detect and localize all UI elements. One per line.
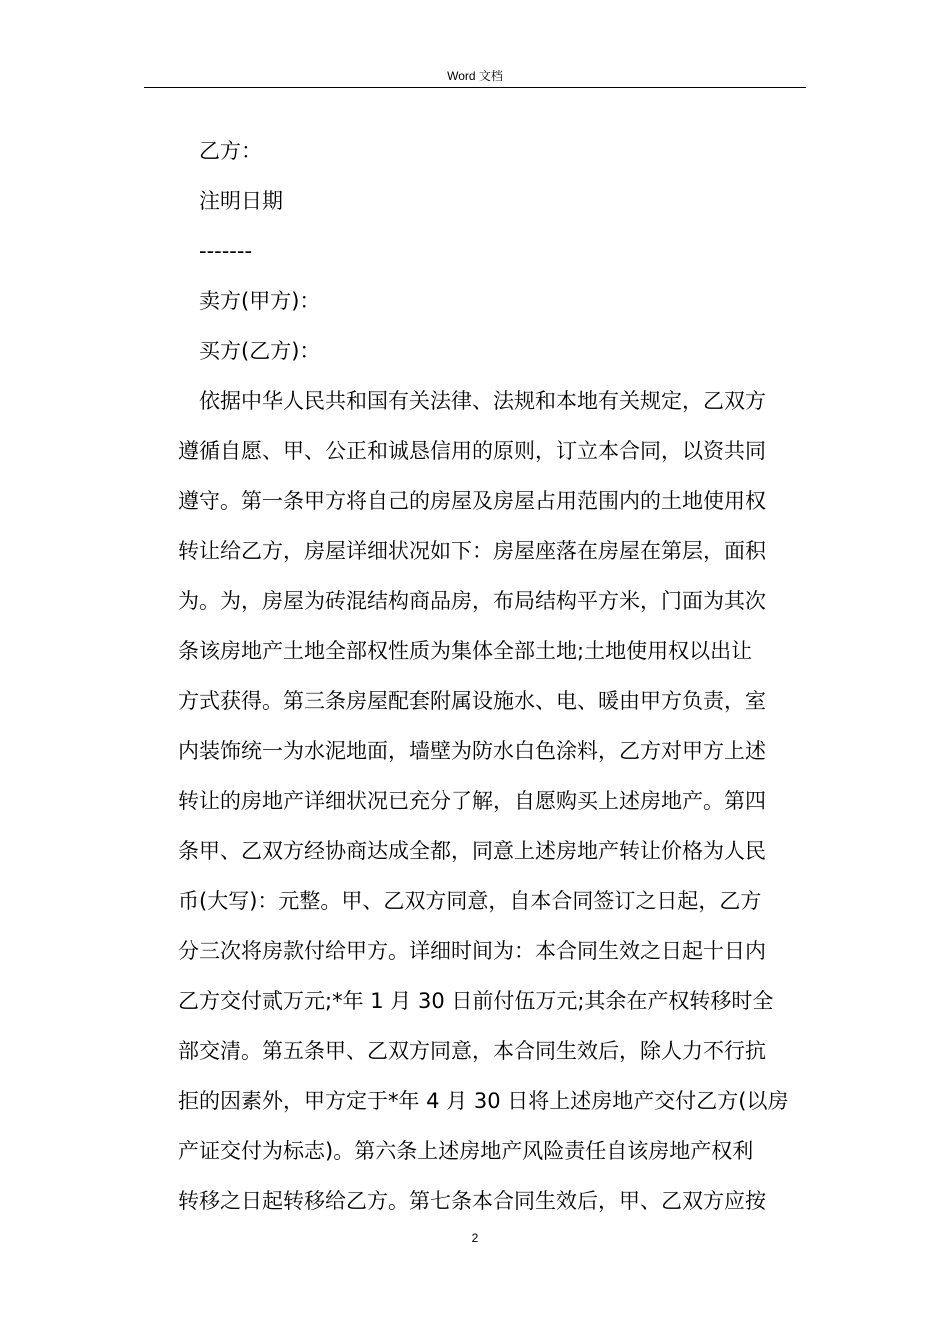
text-line: 转让给乙方，房屋详细状况如下：房屋座落在房屋在第层，面积 xyxy=(178,539,766,563)
text-line: 买方(乙方)： xyxy=(199,339,321,363)
page-number: 2 xyxy=(471,1231,479,1245)
text-line: 条甲、乙双方经协商达成全都，同意上述房地产转让价格为人民 xyxy=(178,839,766,863)
text-line: 乙方： xyxy=(199,139,262,163)
text-line: 分三次将房款付给甲方。详细时间为：本合同生效之日起十日内 xyxy=(178,939,766,963)
text-line: ------- xyxy=(199,239,253,263)
text-line: 币(大写)：元整。甲、乙双方同意，自本合同签订之日起，乙方 xyxy=(178,889,762,913)
text-line: 遵守。第一条甲方将自己的房屋及房屋占用范围内的土地使用权 xyxy=(178,489,766,513)
text-line: 遵循自愿、甲、公正和诚恳信用的原则，订立本合同，以资共同 xyxy=(178,439,766,463)
text-line: 内装饰统一为水泥地面，墙壁为防水白色涂料，乙方对甲方上述 xyxy=(178,739,766,763)
paragraph-first-line: 依据中华人民共和国有关法律、法规和本地有关规定，乙双方 xyxy=(199,389,766,413)
text-line: 为。为，房屋为砖混结构商品房，布局结构平方米，门面为其次 xyxy=(178,589,766,613)
text-line: 转移之日起转移给乙方。第七条本合同生效后，甲、乙双方应按 xyxy=(178,1189,766,1213)
page-header: Word 文档 xyxy=(447,69,503,83)
text-line: 卖方(甲方)： xyxy=(199,289,321,313)
document-body xyxy=(178,126,803,1226)
text-line: 方式获得。第三条房屋配套附属设施水、电、暖由甲方负责，室 xyxy=(178,689,766,713)
text-line: 拒的因素外，甲方定于*年 4 月 30 日将上述房地产交付乙方(以房 xyxy=(178,1089,789,1113)
header-divider xyxy=(144,87,806,88)
text-line: 产证交付为标志)。第六条上述房地产风险责任自该房地产权利 xyxy=(178,1139,754,1163)
text-line: 部交清。第五条甲、乙双方同意，本合同生效后，除人力不行抗 xyxy=(178,1039,766,1063)
text-line: 注明日期 xyxy=(199,189,283,213)
text-line: 乙方交付贰万元;*年 1 月 30 日前付伍万元;其余在产权转移时全 xyxy=(178,989,774,1013)
text-line: 条该房地产土地全部权性质为集体全部土地;土地使用权以出让 xyxy=(178,639,753,663)
text-line: 转让的房地产详细状况已充分了解，自愿购买上述房地产。第四 xyxy=(178,789,766,813)
